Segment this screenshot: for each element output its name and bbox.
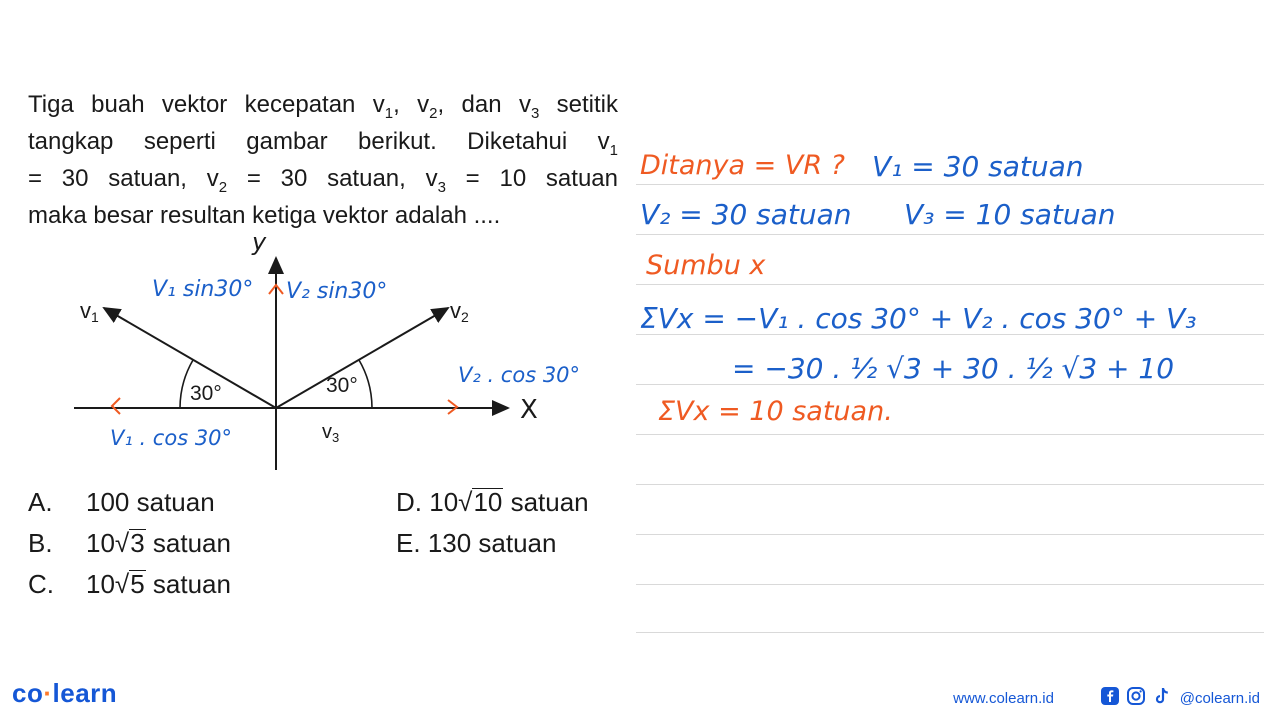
ruled-line <box>636 632 1264 633</box>
angle-arc-right <box>359 360 372 408</box>
solution-sum-formula: ΣVx = −V₁ . cos 30° + V₂ . cos 30° + V₃ <box>640 302 1197 335</box>
solution-result: ΣVx = 10 satuan. <box>658 396 893 427</box>
label-v3: $v_3$ <box>322 421 340 445</box>
red-arrow-left <box>112 398 120 414</box>
footer-handle[interactable]: @colearn.id <box>1179 690 1260 707</box>
solution-given-v1: V₁ = 30 satuan <box>872 150 1084 183</box>
ruled-line <box>636 284 1264 285</box>
instagram-icon[interactable] <box>1126 686 1146 706</box>
problem-line-1: Tiga buah vektor kecepatan $v_1$, $v_2$, dan $v_3$ setitik <box>28 91 619 122</box>
solution-given-v2: V₂ = 30 satuan <box>640 198 852 231</box>
colearn-logo: co·learn <box>12 678 118 708</box>
solution-asked: Ditanya = VR ? <box>640 150 845 181</box>
vector-v2 <box>276 308 448 408</box>
option-c[interactable]: C. 10√5 satuan <box>28 569 231 599</box>
label-v2: v2 <box>450 298 469 325</box>
ruled-line <box>636 184 1264 185</box>
note-v2-cos: V₂ . cos 30° <box>458 363 581 387</box>
ruled-line <box>636 434 1264 435</box>
problem-statement <box>28 86 618 234</box>
solution-substitution: = −30 . ½ √3 + 30 . ½ √3 + 10 <box>732 352 1175 385</box>
problem-line-4: maka besar resultan ketiga vektor adalah .... <box>28 202 501 229</box>
ruled-line <box>636 484 1264 485</box>
note-v1-cos: V₁ . cos 30° <box>110 426 233 450</box>
problem-line-2: tangkap seperti gambar berikut. Diketahui $v_1$ <box>28 128 618 159</box>
axis-label-y: y <box>252 230 267 256</box>
ruled-line <box>636 584 1264 585</box>
option-e[interactable]: E. 130 satuan <box>396 528 557 558</box>
footer-url[interactable]: www.colearn.id <box>953 690 1054 707</box>
angle-label-left: 30° <box>190 382 222 405</box>
note-v1-sin: V₁ sin30° <box>152 277 254 302</box>
problem-line-3: = 30 satuan, $v_2 = 30$ satuan, $v_3 = 10$ satuan <box>28 165 618 196</box>
option-a[interactable]: A. 100 satuan <box>28 487 215 517</box>
solution-given-v3: V₃ = 10 satuan <box>904 198 1116 231</box>
ruled-line <box>636 234 1264 235</box>
facebook-icon[interactable] <box>1100 686 1120 706</box>
vector-diagram <box>60 230 620 475</box>
ruled-line <box>636 534 1264 535</box>
note-v2-sin: V₂ sin30° <box>286 279 388 304</box>
tiktok-icon[interactable] <box>1152 686 1172 706</box>
option-b[interactable]: B. 10√3 satuan <box>28 528 231 558</box>
label-v1: v1 <box>80 298 99 325</box>
solution-axis-heading: Sumbu x <box>646 250 766 281</box>
angle-label-right: 30° <box>326 374 358 397</box>
axis-label-x: X <box>520 395 538 425</box>
option-d[interactable]: D. 10√10 satuan <box>396 487 589 517</box>
